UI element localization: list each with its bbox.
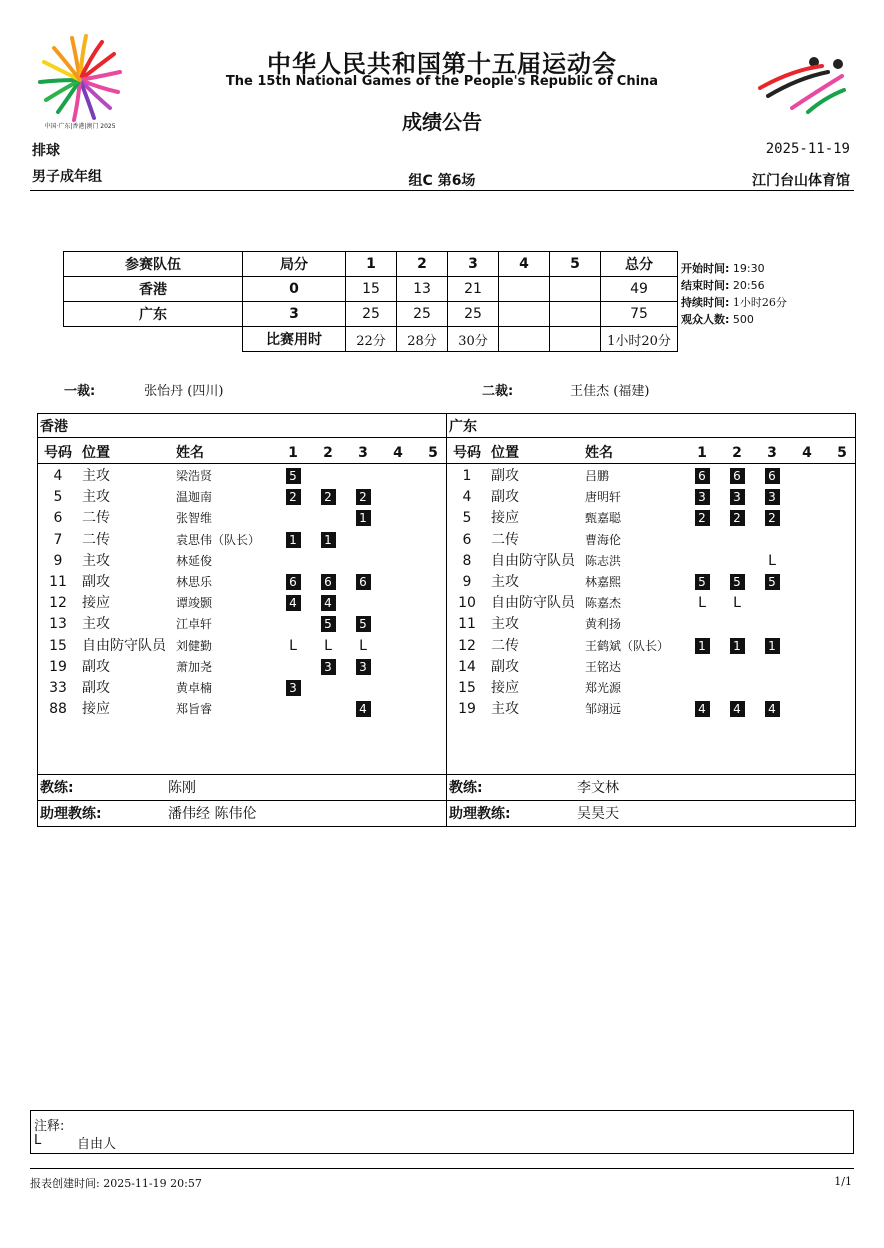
player-name: 林思乐: [176, 575, 213, 589]
player-position: 主攻: [491, 574, 519, 590]
col-position: 位置: [491, 445, 519, 461]
starting-position-badge: 6: [286, 574, 301, 590]
logo-caption: 中国·广东|香港|澳门 2025: [44, 123, 116, 130]
player-name: 陈志洪: [585, 553, 622, 568]
player-row: [38, 657, 446, 678]
set-score: 21: [448, 277, 499, 302]
starting-position-badge: 4: [730, 701, 745, 717]
starting-position-badge: 4: [765, 701, 780, 717]
header-divider: [30, 190, 854, 191]
starting-position-badge: 1: [765, 638, 780, 654]
notes-key: L: [34, 1133, 42, 1148]
starting-position-badge: 2: [321, 489, 336, 505]
starting-position-badge: 2: [356, 489, 371, 505]
starting-position-badge: 5: [695, 574, 710, 590]
starting-position-badge: 4: [321, 595, 336, 611]
starting-position-badge: 3: [695, 489, 710, 505]
player-name: 黄卓楠: [176, 681, 213, 695]
assistant-coach-names: 吴昊天: [577, 806, 619, 822]
player-position: 二传: [491, 531, 519, 548]
col-set-3: 3: [767, 445, 777, 461]
player-position: 主攻: [82, 552, 110, 569]
player-name: 邹翊远: [585, 702, 622, 717]
player-name: 梁浩贤: [176, 469, 213, 483]
starting-position-badge: 5: [286, 468, 301, 484]
set-score: 15: [346, 277, 397, 302]
end-time: 20:56: [732, 279, 765, 292]
player-number: 8: [462, 552, 472, 569]
player-name: 唐明轩: [585, 490, 622, 505]
col-name: 姓名: [176, 445, 204, 461]
team-name: 广东: [64, 302, 243, 327]
player-number: 14: [458, 658, 476, 675]
starting-position-badge: 5: [321, 616, 336, 632]
player-number: 4: [462, 489, 472, 506]
col-set-5: 5: [837, 445, 847, 461]
coach-label: 教练:: [449, 780, 483, 796]
player-position: 二传: [82, 531, 110, 548]
player-name: 袁思伟（队长）: [176, 532, 261, 547]
roster-team-name: 广东: [449, 419, 477, 435]
player-position: 接应: [82, 701, 110, 718]
player-number: 19: [458, 701, 476, 718]
starting-position-badge: 1: [695, 638, 710, 654]
player-name: 刘健勤: [176, 638, 213, 653]
roster-header: [447, 443, 855, 463]
player-number: 15: [458, 680, 476, 696]
player-number: 11: [49, 574, 67, 590]
player-position: 副攻: [491, 468, 519, 484]
total-score: 75: [601, 302, 678, 327]
player-row: [38, 466, 446, 487]
first-referee-label: 一裁:: [64, 384, 96, 399]
player-position: 副攻: [82, 680, 110, 696]
player-name: 郑旨睿: [176, 702, 213, 717]
player-number: 33: [49, 680, 67, 696]
player-number: 15: [49, 637, 67, 654]
match-info: 组C 第6场: [408, 173, 476, 189]
player-number: 19: [49, 658, 67, 675]
sport-label: 排球: [32, 143, 60, 159]
player-number: 6: [53, 510, 63, 527]
starting-position-badge: 2: [286, 489, 301, 505]
player-position: 接应: [82, 595, 110, 612]
player-position: 自由防守队员: [491, 595, 575, 612]
set-score: [550, 302, 601, 327]
col-set-1: 1: [697, 445, 707, 461]
player-position: 副攻: [82, 658, 110, 675]
libero-mark: L: [733, 595, 741, 612]
assistant-coach-label: 助理教练:: [449, 806, 511, 822]
player-number: 6: [462, 531, 472, 548]
player-row: [38, 636, 446, 657]
set-duration: [499, 327, 550, 352]
player-number: 88: [49, 701, 67, 718]
player-row: [38, 614, 446, 635]
set-score: 25: [448, 302, 499, 327]
libero-mark: L: [324, 637, 332, 654]
player-position: 自由防守队员: [82, 637, 166, 654]
start-time: 19:30: [732, 262, 765, 275]
set-score: [499, 277, 550, 302]
player-row: [447, 614, 855, 635]
player-number: 9: [53, 552, 63, 569]
player-name: 林延俊: [176, 553, 213, 568]
first-referee: [64, 380, 223, 399]
player-number: 5: [53, 489, 63, 506]
divider: [447, 800, 855, 801]
player-name: 吕鹏: [585, 469, 610, 483]
player-row: [447, 508, 855, 529]
roster-team-name: 香港: [40, 419, 68, 435]
player-name: 林嘉熙: [585, 575, 622, 589]
coach-name: 李文林: [577, 780, 619, 796]
player-row: [38, 551, 446, 572]
starting-position-badge: 1: [356, 510, 371, 526]
starting-position-badge: 2: [730, 510, 745, 526]
player-name: 萧加尧: [176, 659, 213, 674]
assistant-coach-row: [449, 803, 855, 823]
player-row: [447, 487, 855, 508]
assistant-coach-row: [40, 803, 446, 823]
player-name: 谭竣颢: [176, 596, 213, 611]
col-set-2: 2: [323, 445, 333, 461]
set-score: 25: [346, 302, 397, 327]
total-duration: 1小时20分: [601, 327, 678, 352]
starting-position-badge: 3: [730, 489, 745, 505]
set-duration: [550, 327, 601, 352]
player-name: 郑光源: [585, 681, 622, 695]
page-number: 1/1: [834, 1175, 852, 1188]
category-label: 男子成年组: [32, 169, 102, 185]
player-name: 江卓轩: [176, 617, 213, 632]
report-created-time: 报表创建时间: 2025-11-19 20:57: [30, 1177, 202, 1190]
col-number: 号码: [44, 445, 72, 461]
games-title-en: The 15th National Games of the People's Republic of China: [225, 74, 659, 89]
starting-position-badge: 5: [356, 616, 371, 632]
divider: [38, 800, 446, 801]
player-position: 副攻: [491, 658, 519, 675]
games-title-cn: 中华人民共和国第十五届运动会: [267, 50, 617, 78]
player-row: [38, 572, 446, 593]
duration-label: 持续时间:: [681, 296, 730, 309]
col-total: 总分: [601, 252, 678, 277]
notes-value: 自由人: [77, 1137, 117, 1152]
player-position: 主攻: [491, 701, 519, 718]
starting-position-badge: 3: [321, 659, 336, 675]
match-stats: [681, 260, 787, 328]
player-row: [447, 657, 855, 678]
second-referee-name: 王佳杰 (福建): [570, 384, 650, 399]
col-set-4: 4: [499, 252, 550, 277]
score-header-row: [64, 252, 678, 277]
divider: [447, 437, 855, 438]
player-number: 12: [49, 595, 67, 612]
col-set-1: 1: [346, 252, 397, 277]
starting-position-badge: 5: [765, 574, 780, 590]
player-row: [447, 699, 855, 720]
starting-position-badge: 5: [730, 574, 745, 590]
player-number: 9: [462, 574, 472, 590]
assistant-coach-names: 潘伟经 陈伟伦: [168, 806, 257, 822]
set-score: [499, 302, 550, 327]
col-set-3: 3: [358, 445, 368, 461]
total-score: 49: [601, 277, 678, 302]
first-referee-name: 张怡丹 (四川): [144, 384, 224, 399]
document-title: 成绩公告: [402, 110, 482, 134]
blank-cell: [64, 327, 243, 352]
starting-position-badge: 2: [695, 510, 710, 526]
col-set-4: 4: [802, 445, 812, 461]
second-referee-label: 二裁:: [482, 384, 514, 399]
starting-position-badge: 6: [356, 574, 371, 590]
set-duration: 30分: [448, 327, 499, 352]
player-name: 王鹤斌（队长）: [585, 638, 670, 653]
player-position: 主攻: [491, 616, 519, 633]
starting-position-badge: 3: [286, 680, 301, 696]
duration-label: 比赛用时: [243, 327, 346, 352]
col-set-2: 2: [397, 252, 448, 277]
col-position: 位置: [82, 445, 110, 461]
player-name: 陈嘉杰: [585, 596, 622, 611]
col-set-2: 2: [732, 445, 742, 461]
footer-divider: [30, 1168, 854, 1169]
player-row: [38, 508, 446, 529]
col-set-5: 5: [550, 252, 601, 277]
starting-position-badge: 4: [286, 595, 301, 611]
libero-mark: L: [289, 637, 297, 654]
player-row: [447, 551, 855, 572]
set-duration: 28分: [397, 327, 448, 352]
player-row: [447, 678, 855, 699]
starting-position-badge: 6: [765, 468, 780, 484]
rosters: [37, 413, 856, 827]
player-position: 主攻: [82, 489, 110, 506]
start-label: 开始时间:: [681, 262, 730, 275]
starting-position-badge: 1: [286, 532, 301, 548]
player-number: 5: [462, 510, 472, 527]
libero-mark: L: [768, 552, 776, 569]
player-position: 接应: [491, 510, 519, 527]
col-set-4: 4: [393, 445, 403, 461]
player-number: 1: [462, 468, 472, 484]
score-table: [63, 251, 678, 352]
notes-title: 注释:: [34, 1119, 65, 1134]
starting-position-badge: 2: [765, 510, 780, 526]
attendance-label: 观众人数:: [681, 313, 730, 326]
player-row: [447, 466, 855, 487]
notes-box: [30, 1110, 854, 1154]
libero-mark: L: [359, 637, 367, 654]
player-position: 副攻: [82, 574, 110, 590]
set-duration: 22分: [346, 327, 397, 352]
player-position: 副攻: [491, 489, 519, 506]
score-row-hk: [64, 277, 678, 302]
coach-name: 陈刚: [168, 780, 196, 796]
col-set-3: 3: [448, 252, 499, 277]
player-name: 曹海伦: [585, 532, 622, 547]
team-panel-gd: [447, 414, 855, 826]
player-row: [38, 487, 446, 508]
player-row: [38, 699, 446, 720]
player-name: 甄嘉聪: [585, 511, 622, 526]
col-name: 姓名: [585, 445, 613, 461]
second-referee: [482, 380, 649, 399]
duration-value: 1小时26分: [732, 296, 787, 309]
player-position: 主攻: [82, 616, 110, 633]
coach-label: 教练:: [40, 780, 74, 796]
divider: [447, 463, 855, 464]
roster-header: [38, 443, 446, 463]
starting-position-badge: 4: [695, 701, 710, 717]
divider: [38, 774, 446, 775]
player-name: 黄利扬: [585, 617, 622, 632]
set-score: [550, 277, 601, 302]
player-row: [447, 572, 855, 593]
player-position: 主攻: [82, 468, 110, 484]
score-row-gd: [64, 302, 678, 327]
duration-row: [64, 327, 678, 352]
divider: [38, 437, 446, 438]
divider: [38, 463, 446, 464]
player-name: 张智维: [176, 511, 213, 526]
player-row: [447, 636, 855, 657]
starting-position-badge: 3: [356, 659, 371, 675]
player-row: [447, 593, 855, 614]
col-number: 号码: [453, 445, 481, 461]
set-score: 13: [397, 277, 448, 302]
sets-won: 0: [243, 277, 346, 302]
player-number: 12: [458, 637, 476, 654]
starting-position-badge: 6: [695, 468, 710, 484]
libero-mark: L: [698, 595, 706, 612]
player-number: 10: [458, 595, 476, 612]
player-number: 13: [49, 616, 67, 633]
starting-position-badge: 4: [356, 701, 371, 717]
coach-row: [449, 777, 855, 797]
divider: [447, 774, 855, 775]
col-set-5: 5: [428, 445, 438, 461]
player-position: 接应: [491, 680, 519, 696]
player-position: 二传: [491, 637, 519, 654]
player-number: 4: [53, 468, 63, 484]
col-sets: 局分: [243, 252, 346, 277]
player-row: [38, 530, 446, 551]
player-name: 温迦南: [176, 490, 213, 505]
player-number: 11: [458, 616, 476, 633]
team-panel-hk: [38, 414, 447, 826]
starting-position-badge: 1: [730, 638, 745, 654]
match-date: 2025-11-19: [765, 141, 850, 157]
player-row: [38, 593, 446, 614]
end-label: 结束时间:: [681, 279, 730, 292]
starting-position-badge: 1: [321, 532, 336, 548]
player-position: 自由防守队员: [491, 552, 575, 569]
coach-row: [40, 777, 446, 797]
player-number: 7: [53, 531, 63, 548]
starting-position-badge: 6: [321, 574, 336, 590]
starting-position-badge: 6: [730, 468, 745, 484]
assistant-coach-label: 助理教练:: [40, 806, 102, 822]
attendance-value: 500: [732, 313, 754, 326]
col-set-1: 1: [288, 445, 298, 461]
starting-position-badge: 3: [765, 489, 780, 505]
sets-won: 3: [243, 302, 346, 327]
set-score: 25: [397, 302, 448, 327]
player-position: 二传: [82, 510, 110, 527]
col-team: 参赛队伍: [64, 252, 243, 277]
venue-label: 江门台山体育馆: [752, 173, 850, 189]
player-row: [447, 530, 855, 551]
player-row: [38, 678, 446, 699]
team-name: 香港: [64, 277, 243, 302]
player-name: 王铭达: [585, 659, 622, 674]
